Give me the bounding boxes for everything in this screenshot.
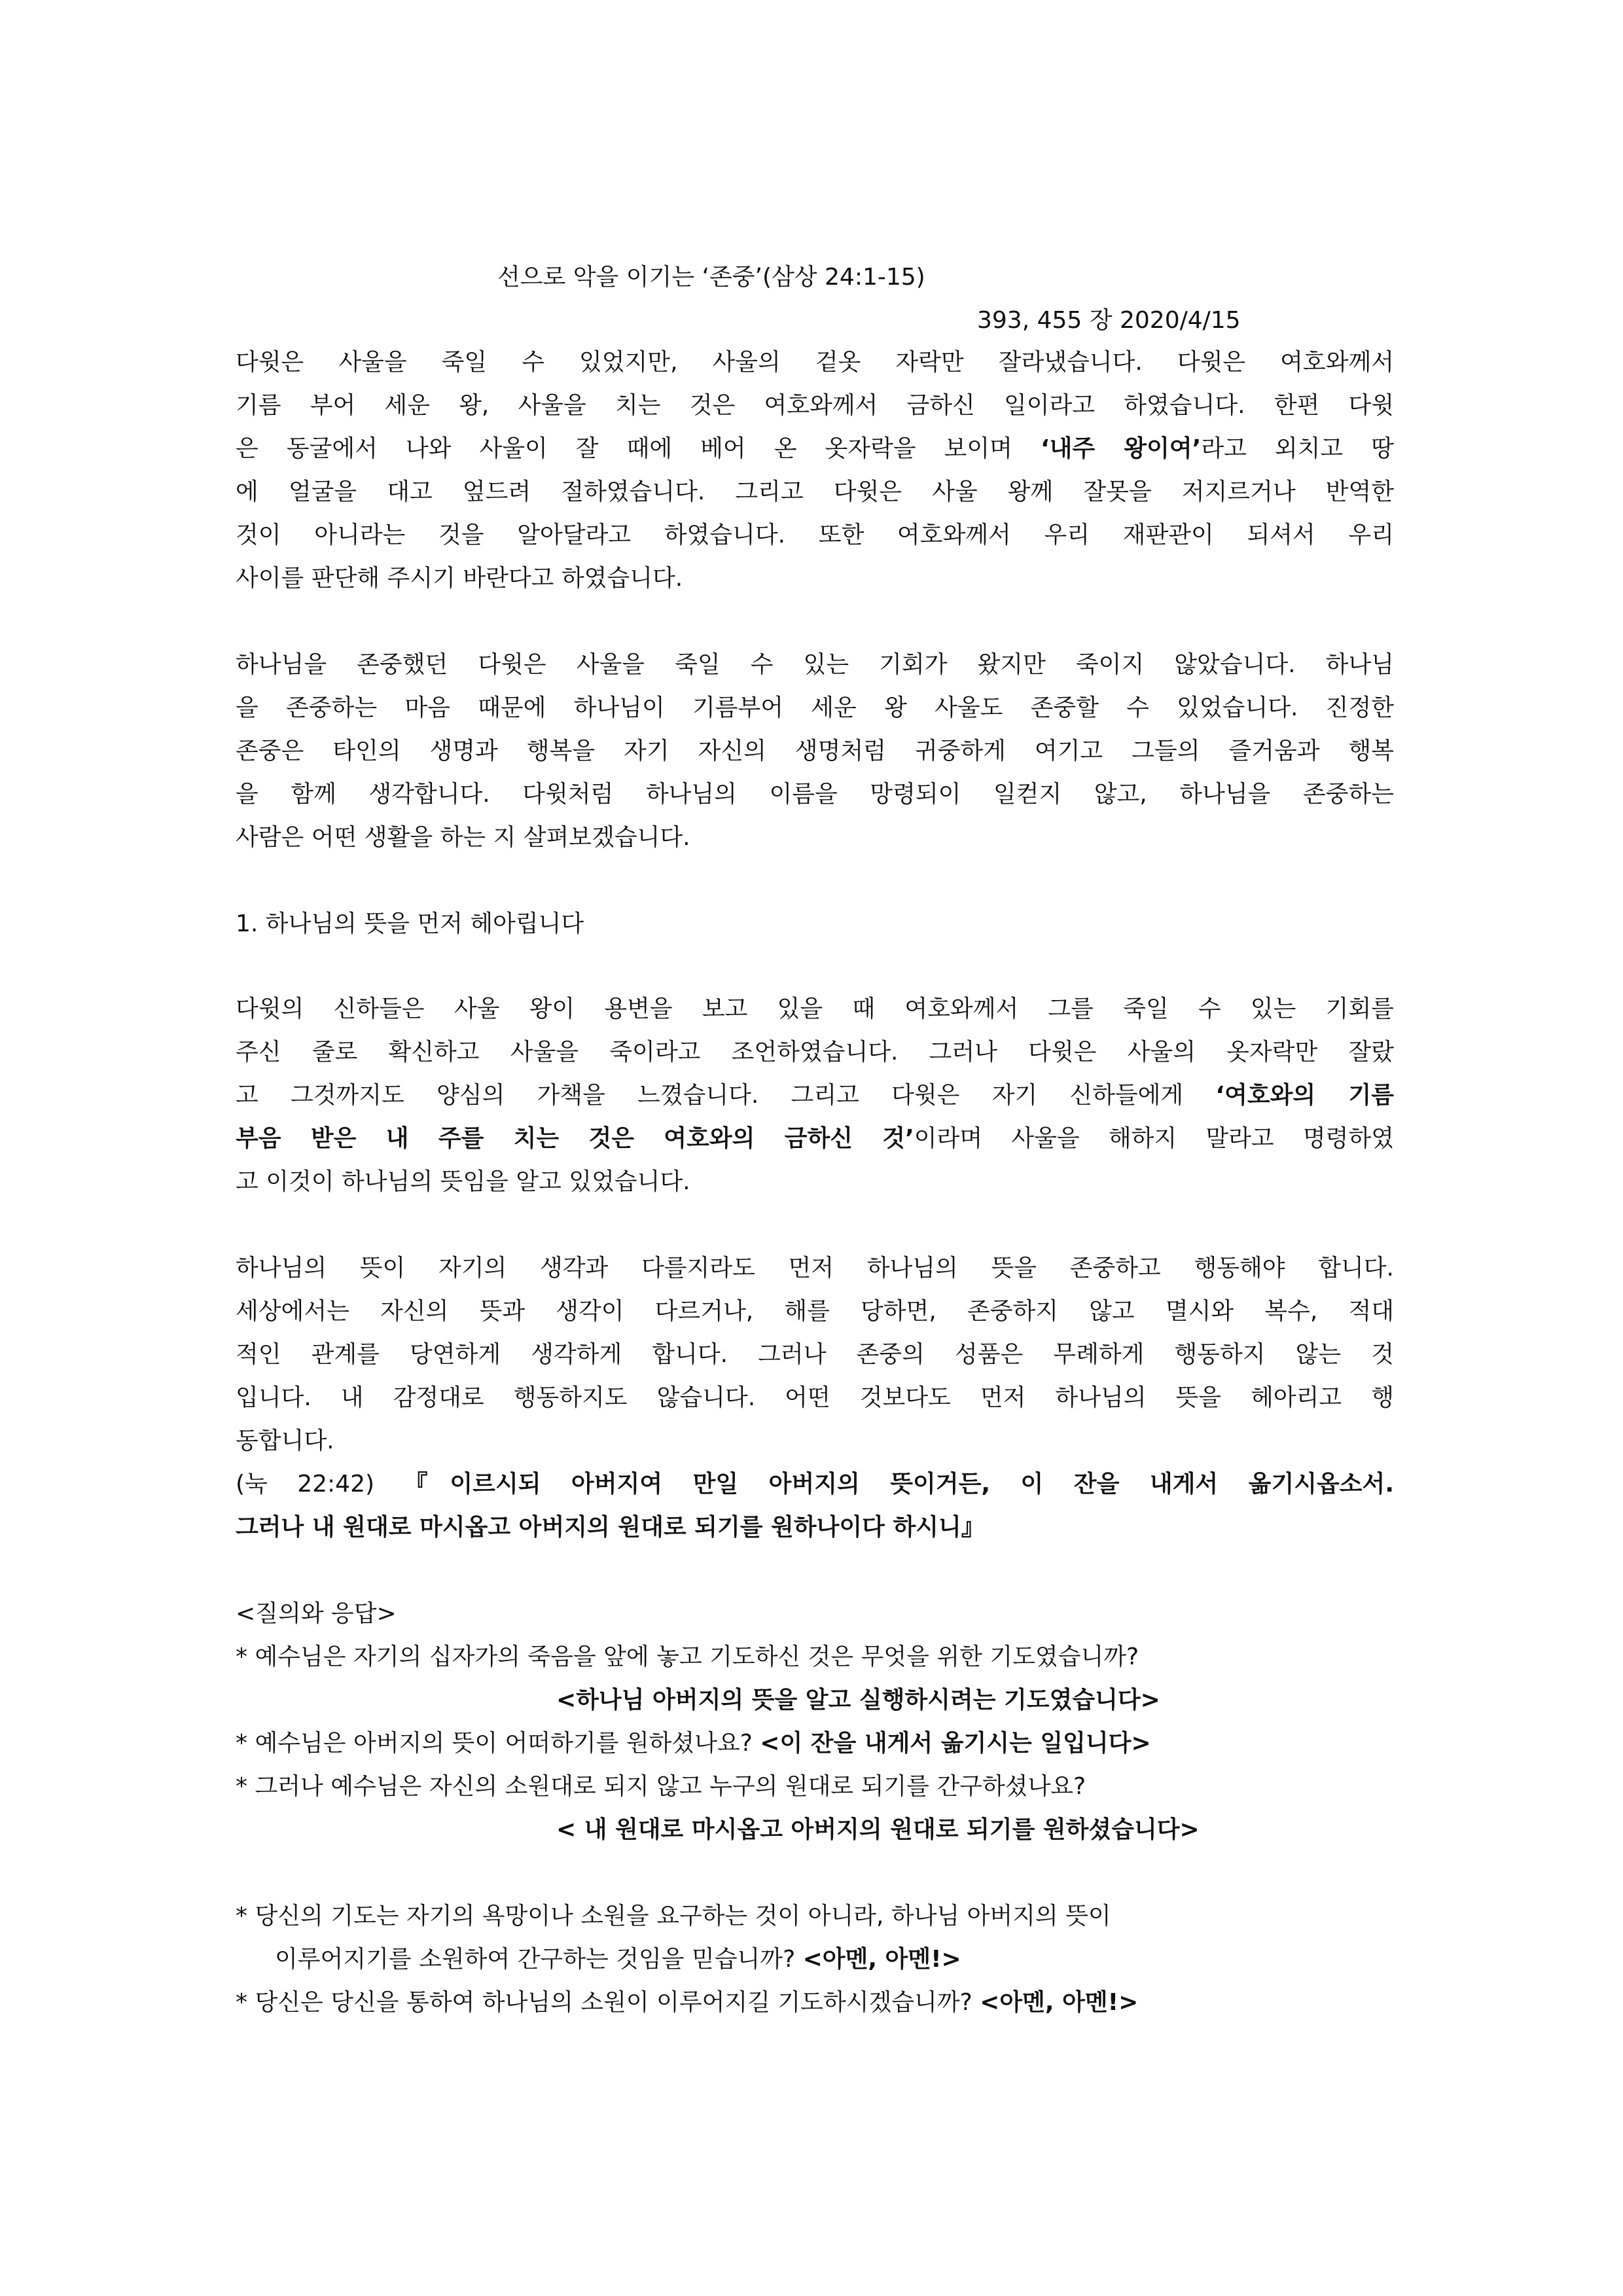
paragraph-line: 존중은 타인의 생명과 행복을 자기 자신의 생명처럼 귀중하게 여기고 그들의 즐거움과 행복 [236,738,1394,764]
qa-question [236,1729,1151,1758]
qa-question [236,1988,1138,2017]
paragraph-line: 것이 아니라는 것을 알아달라고 하였습니다. 또한 여호와께서 우리 재판관이 되셔서 우리 [236,522,1394,548]
paragraph-line [236,435,1394,463]
text-run: 라고 외치고 땅 [1201,435,1394,462]
verse-reference: (눅 22:42) [236,1471,404,1498]
verse-line: 그러나 내 원대로 마시옵고 아버지의 원대로 되기를 원하나이다 하시니』 [236,1514,985,1541]
qa-answer: < 내 원대로 마시옵고 아버지의 원대로 되기를 원하셨습니다> [556,1816,1200,1843]
paragraph-line [236,1081,1394,1110]
verse-text: 『이르시되 아버지여 만일 아버지의 뜻이거든, 이 잔을 내게서 옮기시옵소서. [404,1471,1395,1498]
paragraph-line: 고 이것이 하나님의 뜻임을 알고 있었습니다. [236,1168,690,1195]
qa-answer: <이 잔을 내게서 옮기시는 일입니다> [760,1730,1151,1757]
paragraph-line: 다윗은 사울을 죽일 수 있었지만, 사울의 겉옷 자락만 잘라냈습니다. 다윗은 여호와께서 [236,349,1394,376]
qa-question: * 그러나 예수님은 자신의 소원대로 되지 않고 누구의 원대로 되기를 간구하셨나요? [236,1773,1086,1800]
paragraph-line: 동합니다. [236,1427,334,1454]
qa-answer: <하나님 아버지의 뜻을 알고 실행하시려는 기도였습니다> [556,1687,1160,1713]
paragraph-line: 하나님을 존중했던 다윗은 사울을 죽일 수 있는 기회가 왔지만 죽이지 않았습니다. 하나님 [236,651,1394,678]
qa-question: * 예수님은 자기의 십자가의 죽음을 앞에 놓고 기도하신 것은 무엇을 위한 기도였습니까? [236,1643,1139,1670]
paragraph-line: 기름 부어 세운 왕, 사울을 치는 것은 여호와께서 금하신 일이라고 하였습니다. 한편 다윗 [236,392,1394,419]
paragraph-line: 적인 관계를 당연하게 생각하게 합니다. 그러나 존중의 성품은 무례하게 행동하지 않는 것 [236,1341,1394,1368]
qa-answer: <아멘, 아멘!> [802,1946,961,1973]
text-run: * 당신은 당신을 통하여 하나님의 소원이 이루어지길 기도하시겠습니까? [236,1989,980,2016]
text-run: 고 그것까지도 양심의 가책을 느꼈습니다. 그리고 다윗은 자기 신하들에게 [236,1082,1216,1109]
paragraph-line: 하나님의 뜻이 자기의 생각과 다를지라도 먼저 하나님의 뜻을 존중하고 행동해야 합니다. [236,1255,1394,1282]
text-run: * 예수님은 아버지의 뜻이 어떠하기를 원하셨나요? [236,1730,760,1757]
section-heading: 1. 하나님의 뜻을 먼저 헤아립니다 [236,910,584,937]
paragraph-line: 다윗의 신하들은 사울 왕이 용변을 보고 있을 때 여호와께서 그를 죽일 수 있는 기회를 [236,996,1394,1022]
quote-bold: ‘내주 왕이여’ [1040,435,1202,462]
qa-question [275,1945,961,1974]
qa-heading: <질의와 응답> [236,1600,397,1627]
quote-bold: 부음 받은 내 주를 치는 것은 여호와의 금하신 것’ [236,1125,914,1152]
paragraph-line: 세상에서는 자신의 뜻과 생각이 다르거나, 해를 당하면, 존중하지 않고 멸시와 복수, 적대 [236,1298,1394,1325]
paragraph-line [236,1124,1394,1153]
paragraph-line: 사이를 판단해 주시기 바란다고 하였습니다. [236,565,683,592]
text-run: 은 동굴에서 나와 사울이 잘 때에 베어 온 옷자락을 보이며 [236,435,1041,462]
paragraph-line: 입니다. 내 감정대로 행동하지도 않습니다. 어떤 것보다도 먼저 하나님의 뜻을 헤아리고 행 [236,1384,1394,1411]
quote-bold: ‘여호와의 기름 [1215,1082,1394,1109]
verse-line [236,1470,1394,1499]
qa-answer: <아멘, 아멘!> [980,1989,1139,2016]
qa-question: * 당신의 기도는 자기의 욕망이나 소원을 요구하는 것이 아니라, 하나님 아버지의 뜻이 [236,1903,1111,1929]
document-title: 선으로 악을 이기는 ‘존중’(삼상 24:1-15) [497,264,925,291]
paragraph-line: 사람은 어떤 생활을 하는 지 살펴보겠습니다. [236,824,690,851]
text-run: 이라며 사울을 해하지 말라고 명령하였 [914,1125,1394,1152]
paragraph-line: 에 얼굴을 대고 엎드려 절하였습니다. 그리고 다윗은 사울 왕께 잘못을 저지르거나 반역한 [236,478,1394,505]
paragraph-line: 을 존중하는 마음 때문에 하나님이 기름부어 세운 왕 사울도 존중할 수 있었습니다. 진정한 [236,694,1394,721]
paragraph-line: 을 함께 생각합니다. 다윗처럼 하나님의 이름을 망령되이 일컫지 않고, 하나님을 존중하는 [236,781,1394,808]
paragraph-line: 주신 줄로 확신하고 사울을 죽이라고 조언하였습니다. 그러나 다윗은 사울의 옷자락만 잘랐 [236,1039,1394,1066]
hymn-date-line: 393, 455 장 2020/4/15 [977,307,1241,334]
text-run: 이루어지기를 소원하여 간구하는 것임을 믿습니까? [275,1946,803,1973]
